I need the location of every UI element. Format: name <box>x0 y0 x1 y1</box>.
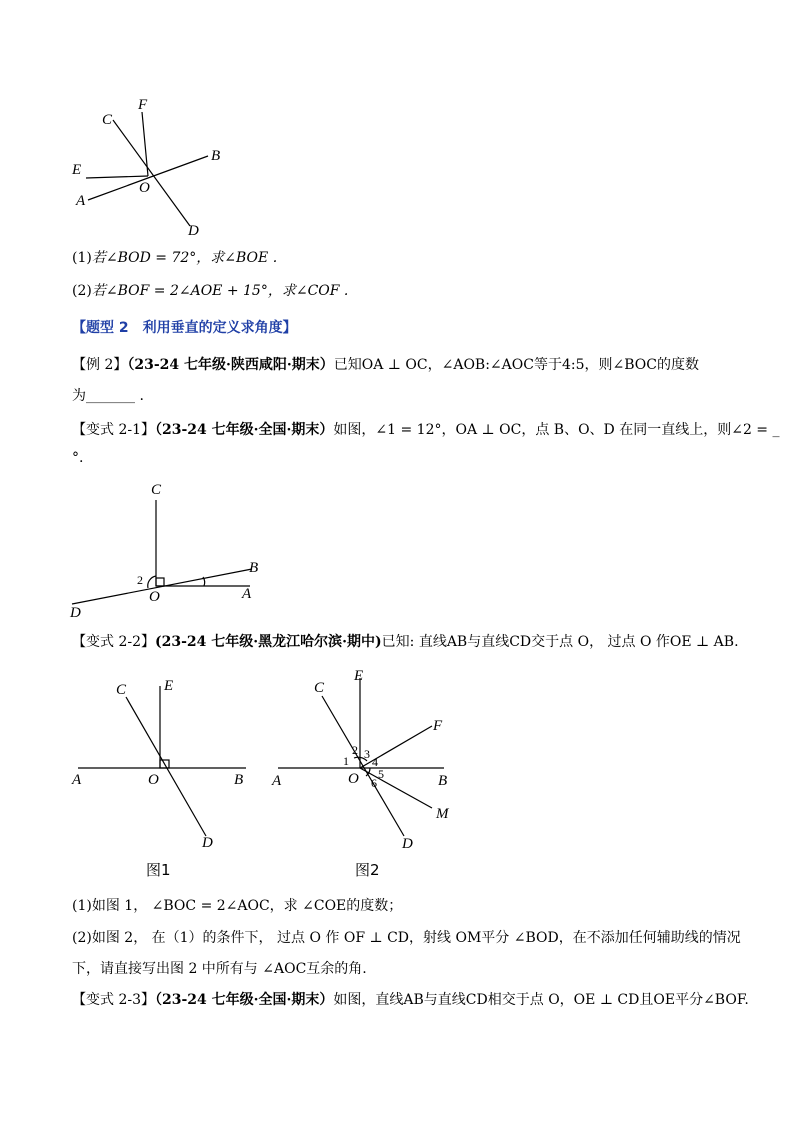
variant-tag: 【变式 2-3】 <box>72 992 155 1008</box>
angle-2-arc <box>148 576 156 588</box>
label-e: E <box>164 678 174 694</box>
variant-tag: 【变式 2-1】 <box>72 422 155 438</box>
label-angle-2: 2 <box>137 573 143 587</box>
example-text: 已知OA ⊥ OC，∠AOB:∠AOC等于4:5，则∠BOC的度数 <box>333 357 699 373</box>
label-e: E <box>72 162 82 178</box>
variant-2-1 <box>72 420 780 440</box>
question-4 <box>72 928 741 948</box>
figure-caption: 图2 <box>355 861 380 879</box>
question-number: (1) <box>72 898 92 914</box>
label-angle-4: 4 <box>372 755 378 769</box>
ray-of <box>142 112 148 176</box>
label-d: D <box>70 605 81 621</box>
question-1 <box>72 248 277 268</box>
figure-caption: 图1 <box>146 861 171 879</box>
question-text: 如图 1， ∠BOC = 2∠AOC，求 ∠COE的度数； <box>91 898 403 914</box>
figure-1-diagram <box>60 90 240 240</box>
label-angle-6: 6 <box>371 776 377 790</box>
question-text: 若∠BOD = 72°，求∠BOE . <box>91 250 278 266</box>
variant-source: (23-24 七年级·黑龙江哈尔滨·期中) <box>155 634 382 650</box>
label-c: C <box>314 680 325 696</box>
label-e: E <box>354 668 364 684</box>
example-source: （23-24 七年级·陕西咸阳·期末） <box>127 357 334 373</box>
label-d: D <box>202 835 213 851</box>
label-d: D <box>188 223 199 239</box>
question-text: 如图 2， 在（1）的条件下， 过点 O 作 OF ⊥ CD，射线 OM平分 ∠BOD，在不添加任何辅助线的情况 <box>91 930 741 946</box>
variant-2-1-cont: °. <box>72 450 84 466</box>
variant-tag: 【变式 2-2】 <box>72 634 155 650</box>
label-b: B <box>438 773 448 789</box>
label-m: M <box>436 806 449 822</box>
question-text: 若∠BOF = 2∠AOE + 15°，求∠COF . <box>91 283 349 299</box>
question-number: (2) <box>72 283 92 299</box>
ray-oe <box>86 176 148 178</box>
variant-source: （23-24 七年级·全国·期末） <box>155 422 334 438</box>
variant-text: 如图，∠1 = 12°，OA ⊥ OC，点 B、O、D 在同一直线上，则∠2 = _ <box>333 422 780 438</box>
variant-text: 如图，直线AB与直线CD相交于点 O，OE ⊥ CD且OE平分∠BOF. <box>333 992 749 1008</box>
label-o: O <box>148 772 159 788</box>
variant-2-2 <box>72 632 739 652</box>
question-2 <box>72 281 348 301</box>
angle-1-arc <box>203 577 205 586</box>
label-angle-1: 1 <box>343 754 349 768</box>
label-o: O <box>139 180 150 196</box>
example-tag: 【例 2】 <box>72 357 128 373</box>
variant-text: 已知: 直线AB与直线CD交于点 O， 过点 O 作OE ⊥ AB. <box>381 634 739 650</box>
label-a: A <box>72 772 82 788</box>
label-o: O <box>348 771 359 787</box>
line-cd <box>126 697 206 836</box>
label-f: F <box>138 97 148 113</box>
example-2 <box>72 355 699 375</box>
label-c: C <box>102 112 113 128</box>
label-angle-5: 5 <box>378 767 384 781</box>
variant-2-3 <box>72 990 749 1010</box>
question-number: (1) <box>72 250 92 266</box>
figure-4-diagram <box>266 660 466 882</box>
label-b: B <box>249 560 259 576</box>
label-a: A <box>242 586 252 602</box>
ray-of <box>360 726 432 768</box>
question-4-cont: 下，请直接写出图 2 中所有与 ∠AOC互余的角. <box>72 961 367 977</box>
figure-2-diagram <box>60 478 280 623</box>
section-title-2: 【题型 2 利用垂直的定义求角度】 <box>72 320 297 336</box>
line-cd <box>113 120 190 226</box>
example-2-cont: 为_______ . <box>72 388 144 404</box>
label-o: O <box>149 589 160 605</box>
question-number: (2) <box>72 930 92 946</box>
label-b: B <box>211 148 221 164</box>
label-a: A <box>272 773 282 789</box>
label-a: A <box>76 193 86 209</box>
label-b: B <box>234 772 244 788</box>
right-angle-mark <box>156 578 164 586</box>
label-c: C <box>116 682 127 698</box>
label-angle-3: 3 <box>364 747 370 761</box>
figure-3-diagram <box>68 672 258 882</box>
question-3 <box>72 896 402 916</box>
label-f: F <box>433 718 443 734</box>
label-c: C <box>151 482 162 498</box>
label-angle-2: 2 <box>352 743 358 757</box>
label-d: D <box>402 836 413 852</box>
variant-source: （23-24 七年级·全国·期末） <box>155 992 334 1008</box>
